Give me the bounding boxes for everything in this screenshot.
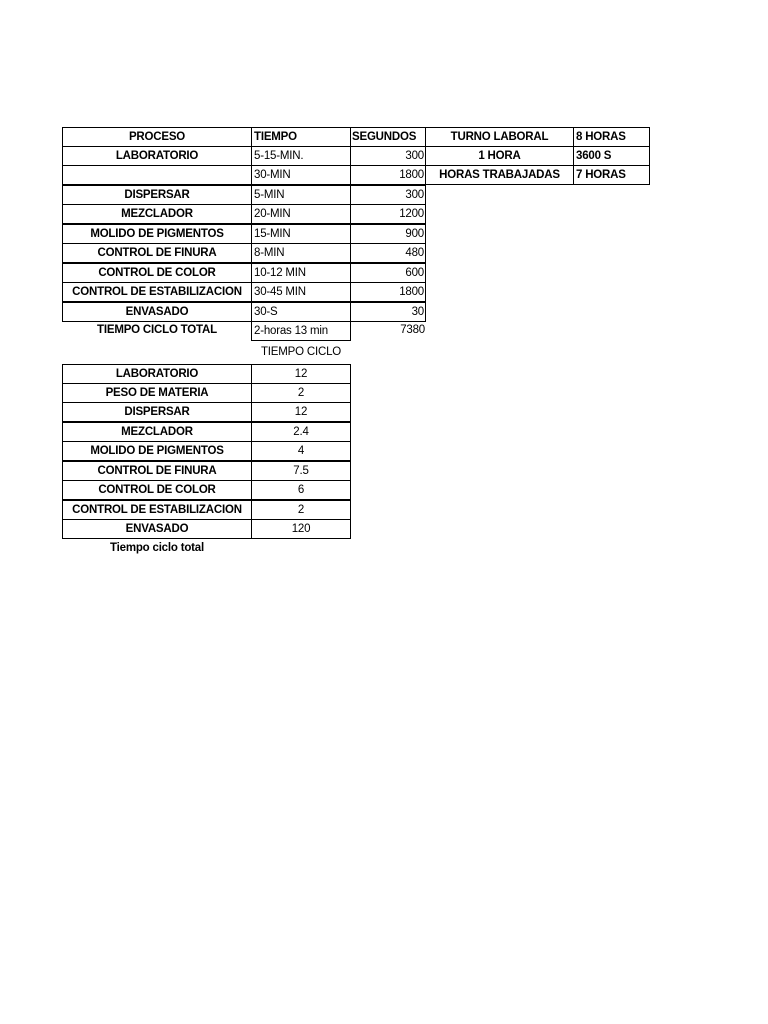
table2-valor-mezclador: 2.4 <box>251 422 351 442</box>
table1-tiempo-envasado: 30-S <box>251 302 351 322</box>
table2-proceso-molido: MOLIDO DE PIGMENTOS <box>62 441 252 461</box>
table1-tiempo-molido: 15-MIN <box>251 224 351 244</box>
table2-proceso-dispersar: DISPERSAR <box>62 402 252 422</box>
header-tiempo: TIEMPO <box>251 127 351 147</box>
table2-valor-molido: 4 <box>251 441 351 461</box>
turno-value-hora: 3600 S <box>573 146 650 166</box>
table2-header: TIEMPO CICLO <box>260 346 342 358</box>
table1-total-label: TIEMPO CICLO TOTAL <box>97 324 217 336</box>
table1-total-segundos: 7380 <box>400 324 425 336</box>
table1-proceso-dispersar: DISPERSAR <box>62 185 252 205</box>
table1-segundos-envasado: 30 <box>350 302 426 322</box>
table2-footer: Tiempo ciclo total <box>110 542 204 554</box>
table2-valor-peso: 2 <box>251 383 351 403</box>
turno-value-laboral: 8 HORAS <box>573 127 650 147</box>
table1-proceso-mezclador: MEZCLADOR <box>62 204 252 224</box>
table1-segundos-molido: 900 <box>350 224 426 244</box>
table1-proceso-finura: CONTROL DE FINURA <box>62 243 252 263</box>
table2-proceso-peso: PESO DE MATERIA <box>62 383 252 403</box>
table1-segundos-color: 600 <box>350 263 426 283</box>
table1-tiempo-dispersar: 5-MIN <box>251 185 351 205</box>
table2-proceso-laboratorio: LABORATORIO <box>62 364 252 384</box>
table2-proceso-mezclador: MEZCLADOR <box>62 422 252 442</box>
table1-proceso-color: CONTROL DE COLOR <box>62 263 252 283</box>
table2-valor-color: 6 <box>251 480 351 500</box>
table1-total-tiempo: 2-horas 13 min <box>251 321 351 341</box>
table1-tiempo-color: 10-12 MIN <box>251 263 351 283</box>
table1-segundos-finura: 480 <box>350 243 426 263</box>
table2-proceso-envasado: ENVASADO <box>62 519 252 539</box>
table1-segundos-estabilizacion: 1800 <box>350 282 426 302</box>
table1-proceso-molido: MOLIDO DE PIGMENTOS <box>62 224 252 244</box>
table1-tiempo-30min: 30-MIN <box>251 165 351 185</box>
table1-segundos-mezclador: 1200 <box>350 204 426 224</box>
table1-proceso-envasado: ENVASADO <box>62 302 252 322</box>
table1-proceso-estabilizacion: CONTROL DE ESTABILIZACION <box>62 282 252 302</box>
table1-proceso-laboratorio: LABORATORIO <box>62 146 252 166</box>
table1-segundos-1800: 1800 <box>350 165 426 185</box>
table2-valor-laboratorio: 12 <box>251 364 351 384</box>
table2-valor-finura: 7.5 <box>251 461 351 481</box>
table1-proceso-blank <box>62 165 252 185</box>
table1-tiempo-finura: 8-MIN <box>251 243 351 263</box>
table1-tiempo-mezclador: 20-MIN <box>251 204 351 224</box>
table2-proceso-color: CONTROL DE COLOR <box>62 480 252 500</box>
turno-label-trabajadas: HORAS TRABAJADAS <box>425 165 574 185</box>
table1-segundos-laboratorio: 300 <box>350 146 426 166</box>
turno-value-trabajadas: 7 HORAS <box>573 165 650 185</box>
turno-label-hora: 1 HORA <box>425 146 574 166</box>
table2-proceso-finura: CONTROL DE FINURA <box>62 461 252 481</box>
table2-valor-dispersar: 12 <box>251 402 351 422</box>
table2-proceso-estabilizacion: CONTROL DE ESTABILIZACION <box>62 500 252 520</box>
table1-tiempo-estabilizacion: 30-45 MIN <box>251 282 351 302</box>
table2-valor-envasado: 120 <box>251 519 351 539</box>
table1-tiempo-laboratorio: 5-15-MIN. <box>251 146 351 166</box>
table2-valor-estabilizacion: 2 <box>251 500 351 520</box>
header-segundos: SEGUNDOS <box>350 127 426 147</box>
header-proceso: PROCESO <box>62 127 252 147</box>
turno-label-laboral: TURNO LABORAL <box>425 127 574 147</box>
table1-segundos-dispersar: 300 <box>350 185 426 205</box>
